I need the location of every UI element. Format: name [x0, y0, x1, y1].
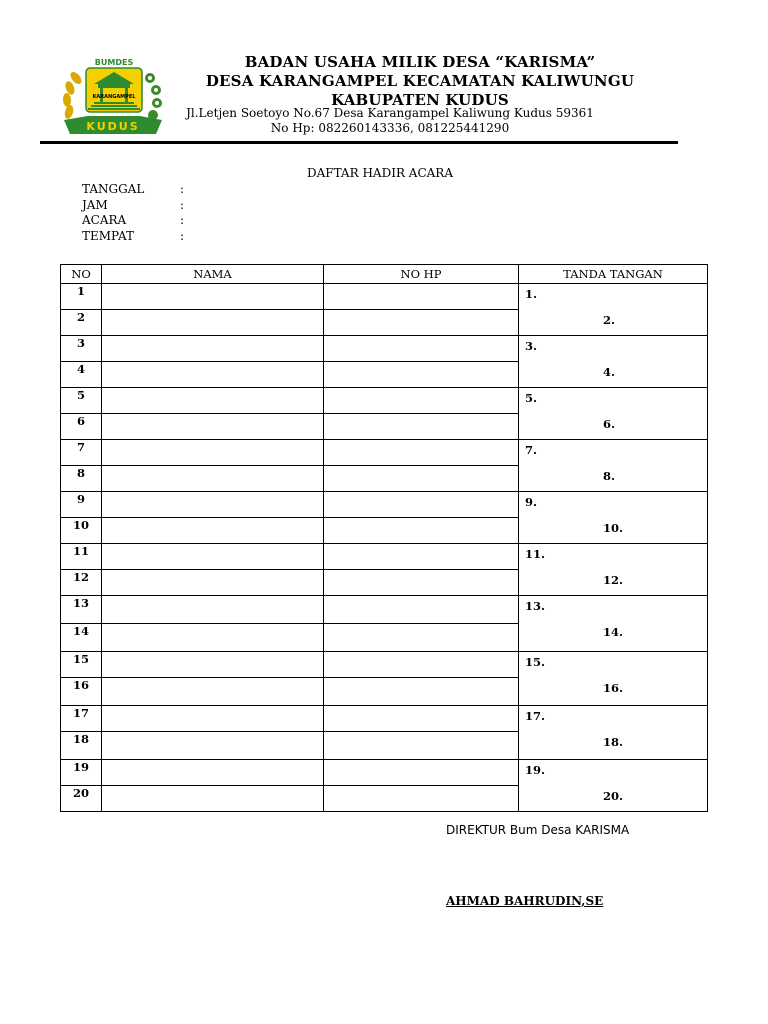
- row-number: 2: [61, 310, 102, 336]
- signature-cell[interactable]: [519, 440, 708, 492]
- letterhead: [180, 53, 660, 110]
- table-header-row: [61, 265, 708, 284]
- meta-label: TANGGAL: [82, 182, 145, 196]
- no-hp-cell[interactable]: [324, 760, 519, 786]
- no-hp-cell[interactable]: [324, 732, 519, 760]
- table-row: [61, 388, 708, 414]
- no-hp-cell[interactable]: [324, 388, 519, 414]
- no-hp-cell[interactable]: [324, 652, 519, 678]
- nama-cell[interactable]: [102, 466, 324, 492]
- nama-cell[interactable]: [102, 706, 324, 732]
- row-number: 16: [61, 678, 102, 706]
- meta-sep: :: [180, 197, 185, 212]
- signature-cell[interactable]: [519, 336, 708, 388]
- phone-text: No Hp: 082260143336, 081225441290: [270, 121, 510, 135]
- signature-cell[interactable]: [519, 652, 708, 706]
- header-divider: [40, 141, 678, 144]
- signature-cell[interactable]: [519, 284, 708, 336]
- table-row: [61, 652, 708, 678]
- nama-cell[interactable]: [102, 310, 324, 336]
- no-hp-cell[interactable]: [324, 786, 519, 812]
- signature-number: 13.: [525, 599, 546, 613]
- signature-number: 4.: [603, 365, 616, 379]
- logo-ribbon-text: KARANGAMPEL: [92, 94, 136, 100]
- row-number: 13: [61, 596, 102, 624]
- address-text: Jl.Letjen Soetoyo No.67 Desa Karangampel Kaliwung Kudus 59361: [186, 106, 594, 120]
- meta-sep: :: [180, 228, 185, 243]
- meta-sep: :: [180, 213, 185, 227]
- document-title: DAFTAR HADIR ACARA: [306, 166, 454, 180]
- nama-cell[interactable]: [102, 596, 324, 624]
- signature-number: 2.: [603, 313, 616, 327]
- nama-cell[interactable]: [102, 570, 324, 596]
- logo-top-text: BUMDES: [94, 58, 134, 67]
- nama-cell[interactable]: [102, 652, 324, 678]
- letterhead-contact: [180, 106, 600, 136]
- meta-row-acara: [82, 213, 184, 229]
- row-number: 9: [61, 492, 102, 518]
- row-number: 8: [61, 466, 102, 492]
- nama-cell[interactable]: [102, 492, 324, 518]
- signature-number: 16.: [603, 681, 624, 695]
- nama-cell[interactable]: [102, 362, 324, 388]
- letterhead-line3: KABUPATEN KUDUS: [331, 91, 509, 109]
- signature-number: 6.: [603, 417, 616, 431]
- no-hp-cell[interactable]: [324, 570, 519, 596]
- meta-label: TEMPAT: [82, 228, 135, 243]
- letterhead-line1: BADAN USAHA MILIK DESA “KARISMA”: [244, 53, 596, 71]
- signature-cell[interactable]: [519, 492, 708, 544]
- attendance-body: [61, 284, 708, 812]
- meta-sep: :: [180, 182, 185, 196]
- nama-cell[interactable]: [102, 760, 324, 786]
- table-row: [61, 760, 708, 786]
- no-hp-cell[interactable]: [324, 678, 519, 706]
- nama-cell[interactable]: [102, 624, 324, 652]
- header-no-hp: NO HP: [324, 265, 519, 284]
- no-hp-cell[interactable]: [324, 440, 519, 466]
- signatory-title: DIREKTUR Bum Desa KARISMA: [446, 823, 630, 837]
- row-number: 1: [61, 284, 102, 310]
- rice-wreath-left: [62, 70, 83, 120]
- table-row: [61, 596, 708, 624]
- signature-cell[interactable]: [519, 596, 708, 652]
- no-hp-cell[interactable]: [324, 596, 519, 624]
- nama-cell[interactable]: [102, 678, 324, 706]
- signature-number: 19.: [525, 763, 546, 777]
- header-nama: NAMA: [102, 265, 324, 284]
- table-row: [61, 284, 708, 310]
- signature-number: 12.: [603, 573, 624, 587]
- table-row: [61, 440, 708, 466]
- no-hp-cell[interactable]: [324, 466, 519, 492]
- row-number: 11: [61, 544, 102, 570]
- row-number: 15: [61, 652, 102, 678]
- signature-number: 8.: [603, 469, 616, 483]
- table-row: [61, 336, 708, 362]
- no-hp-cell[interactable]: [324, 492, 519, 518]
- signature-number: 9.: [525, 495, 538, 509]
- nama-cell[interactable]: [102, 518, 324, 544]
- signature-number: 10.: [603, 521, 624, 535]
- logo-bottom-text: KUDUS: [86, 120, 140, 133]
- no-hp-cell[interactable]: [324, 284, 519, 310]
- signature-number: 11.: [525, 547, 546, 561]
- nama-cell[interactable]: [102, 388, 324, 414]
- no-hp-cell[interactable]: [324, 624, 519, 652]
- signature-number: 14.: [603, 625, 624, 639]
- meta-row-tempat: [82, 229, 184, 245]
- row-number: 12: [61, 570, 102, 596]
- nama-cell[interactable]: [102, 544, 324, 570]
- header-tanda-tangan: TANDA TANGAN: [519, 265, 708, 284]
- signature-number: 20.: [603, 789, 624, 803]
- nama-cell[interactable]: [102, 336, 324, 362]
- no-hp-cell[interactable]: [324, 706, 519, 732]
- event-meta: [82, 182, 184, 244]
- row-number: 20: [61, 786, 102, 812]
- no-hp-cell[interactable]: [324, 518, 519, 544]
- meta-label: JAM: [82, 197, 108, 212]
- row-number: 10: [61, 518, 102, 544]
- table-row: [61, 544, 708, 570]
- signature-cell[interactable]: [519, 388, 708, 440]
- signature-number: 3.: [525, 339, 538, 353]
- no-hp-cell[interactable]: [324, 414, 519, 440]
- no-hp-cell[interactable]: [324, 336, 519, 362]
- table-row: [61, 706, 708, 732]
- nama-cell[interactable]: [102, 786, 324, 812]
- signature-number: 5.: [525, 391, 538, 405]
- row-number: 3: [61, 336, 102, 362]
- signature-cell[interactable]: [519, 544, 708, 596]
- cotton-wreath-right: [145, 73, 162, 120]
- signature-number: 17.: [525, 709, 546, 723]
- nama-cell[interactable]: [102, 732, 324, 760]
- row-number: 4: [61, 362, 102, 388]
- signature-number: 7.: [525, 443, 538, 457]
- nama-cell[interactable]: [102, 414, 324, 440]
- row-number: 18: [61, 732, 102, 760]
- meta-row-jam: [82, 198, 184, 214]
- row-number: 17: [61, 706, 102, 732]
- bumdes-logo: [58, 54, 168, 138]
- meta-label: ACARA: [82, 213, 127, 227]
- row-number: 5: [61, 388, 102, 414]
- meta-row-tanggal: [82, 182, 184, 198]
- signature-number: 1.: [525, 287, 538, 301]
- letterhead-line2: DESA KARANGAMPEL KECAMATAN KALIWUNGU: [205, 72, 635, 90]
- table-row: [61, 492, 708, 518]
- row-number: 14: [61, 624, 102, 652]
- signatory-name: AHMAD BAHRUDIN,SE: [446, 894, 604, 908]
- no-hp-cell[interactable]: [324, 310, 519, 336]
- attendance-table: [60, 264, 708, 812]
- signature-number: 15.: [525, 655, 546, 669]
- no-hp-cell[interactable]: [324, 362, 519, 388]
- signature-number: 18.: [603, 735, 624, 749]
- row-number: 6: [61, 414, 102, 440]
- nama-cell[interactable]: [102, 440, 324, 466]
- row-number: 7: [61, 440, 102, 466]
- row-number: 19: [61, 760, 102, 786]
- nama-cell[interactable]: [102, 284, 324, 310]
- signature-cell[interactable]: [519, 760, 708, 812]
- no-hp-cell[interactable]: [324, 544, 519, 570]
- signature-cell[interactable]: [519, 706, 708, 760]
- header-no: NO: [61, 265, 102, 284]
